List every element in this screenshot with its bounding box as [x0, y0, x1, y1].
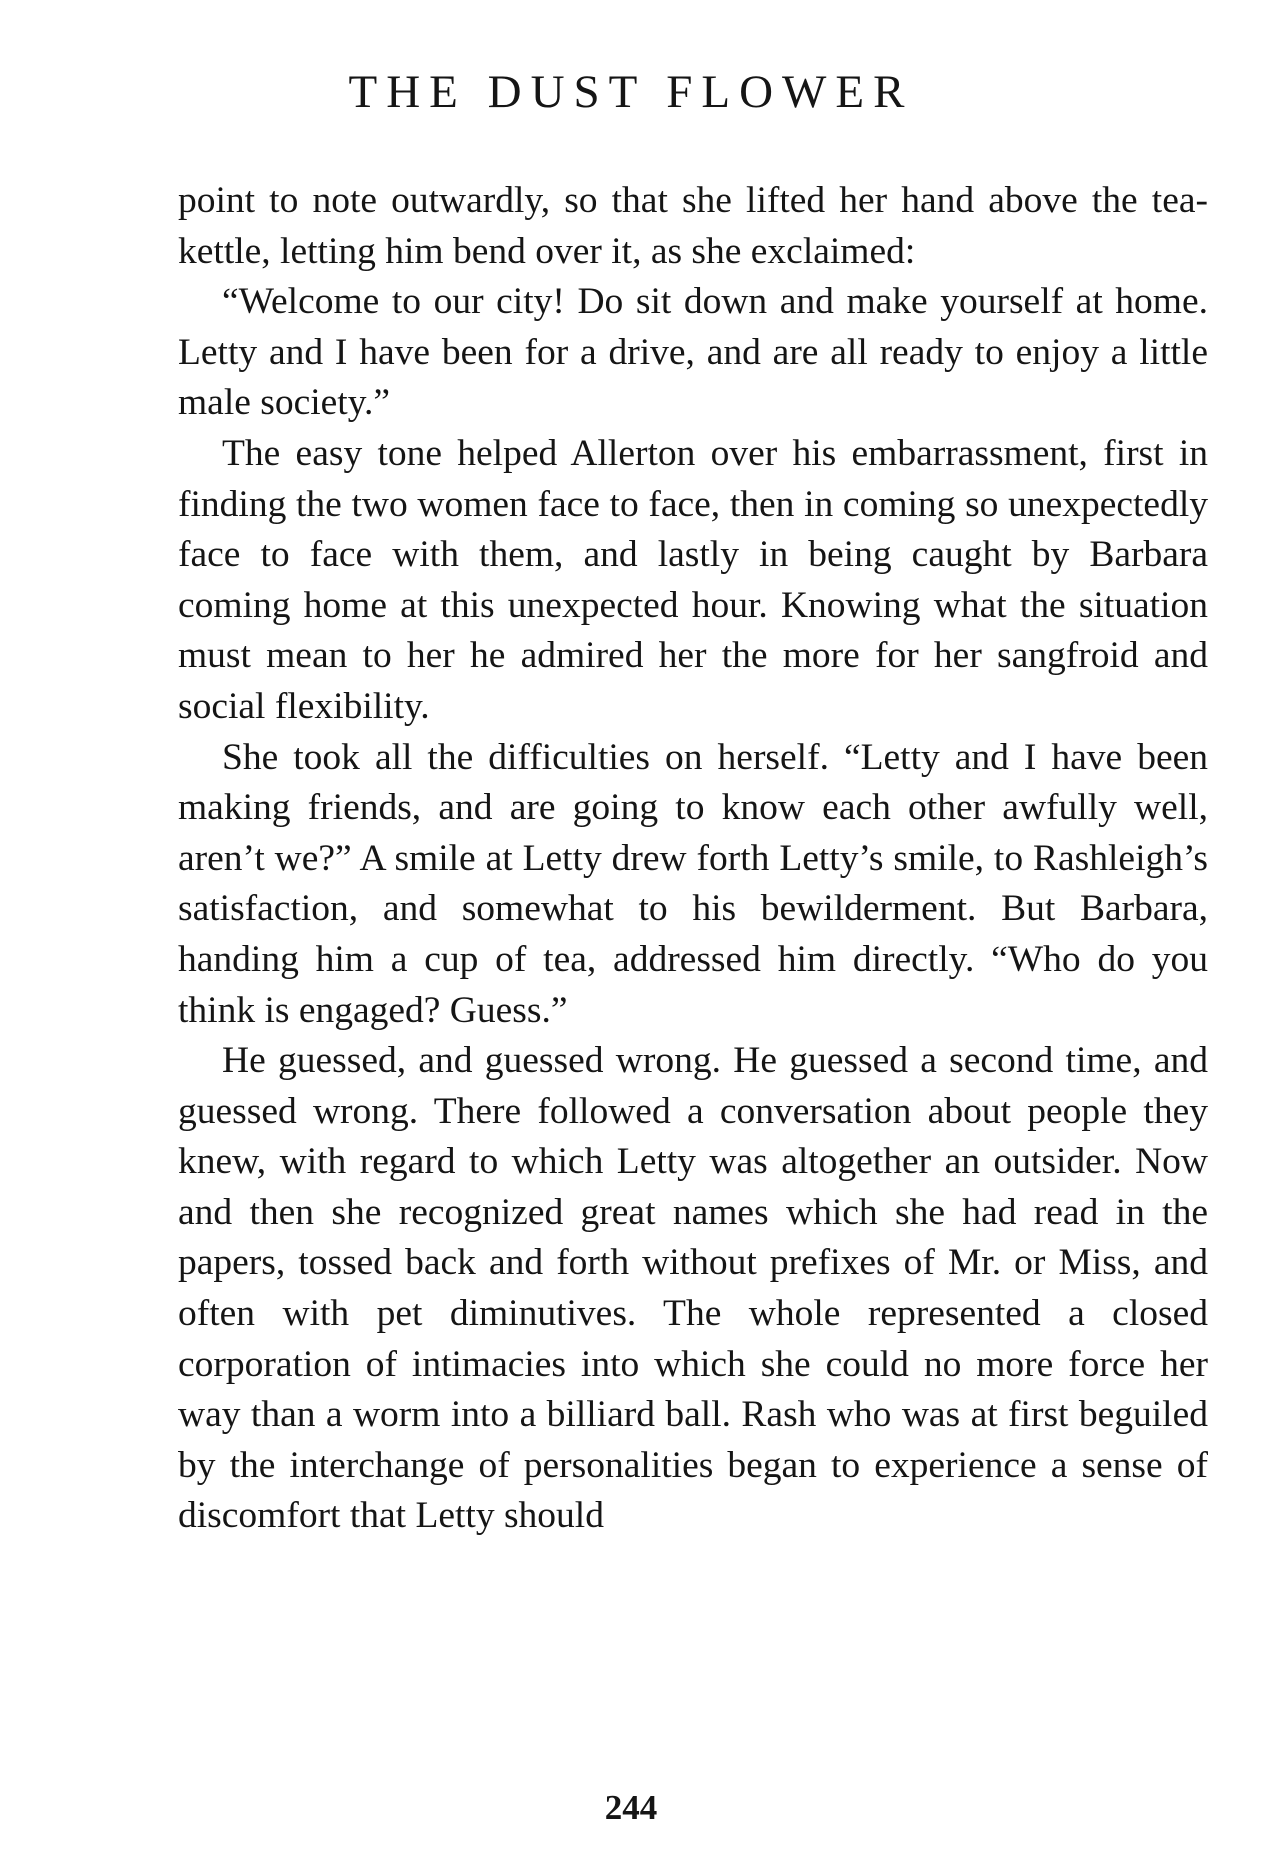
paragraph: He guessed, and guessed wrong. He guessed a second time, and guessed wrong. There followed a conversation about people they knew, with regard to which Letty was altogether an outsider. Now and then she recognized great names which she had read in the papers, tossed back and forth without prefixes of Mr. or Miss, and often with pet diminutives. The whole represented a closed corporation of intimacies into which she could no more force her way than a worm into a billiard ball. Rash who was at first beguiled by the interchange of personalities began to experience a sense of discomfort that Letty should — [178, 1040, 1208, 1537]
body-text — [178, 176, 1208, 1542]
paragraph: She took all the difficulties on herself. “Letty and I have been making friends, and are going to know each other awfully well, aren’t we?” A smile at Letty drew forth Letty’s smile, to Rashleigh’s satisfaction, and somewhat to his bewilderment. But Barbara, handing him a cup of tea, addressed him directly. “Who do you think is engaged? Guess.” — [178, 736, 1208, 1031]
paragraph: The easy tone helped Allerton over his embarrassment, first in finding the two women face to face, then in coming so unexpectedly face to face with them, and lastly in being caught by Barbara coming home at this unexpected hour. Knowing what the situation must mean to her he admired her the more for her sangfroid and social flexibility. — [178, 432, 1208, 727]
page-number: 244 — [604, 1788, 658, 1827]
paragraph: “Welcome to our city! Do sit down and make yourself at home. Letty and I have been for a drive, and are all ready to enjoy a little male society.” — [178, 281, 1208, 424]
paragraph: point to note outwardly, so that she lifted her hand above the tea-kettle, letting him bend over it, as she exclaimed: — [178, 180, 1208, 272]
running-title: THE DUST FLOWER — [348, 66, 914, 118]
